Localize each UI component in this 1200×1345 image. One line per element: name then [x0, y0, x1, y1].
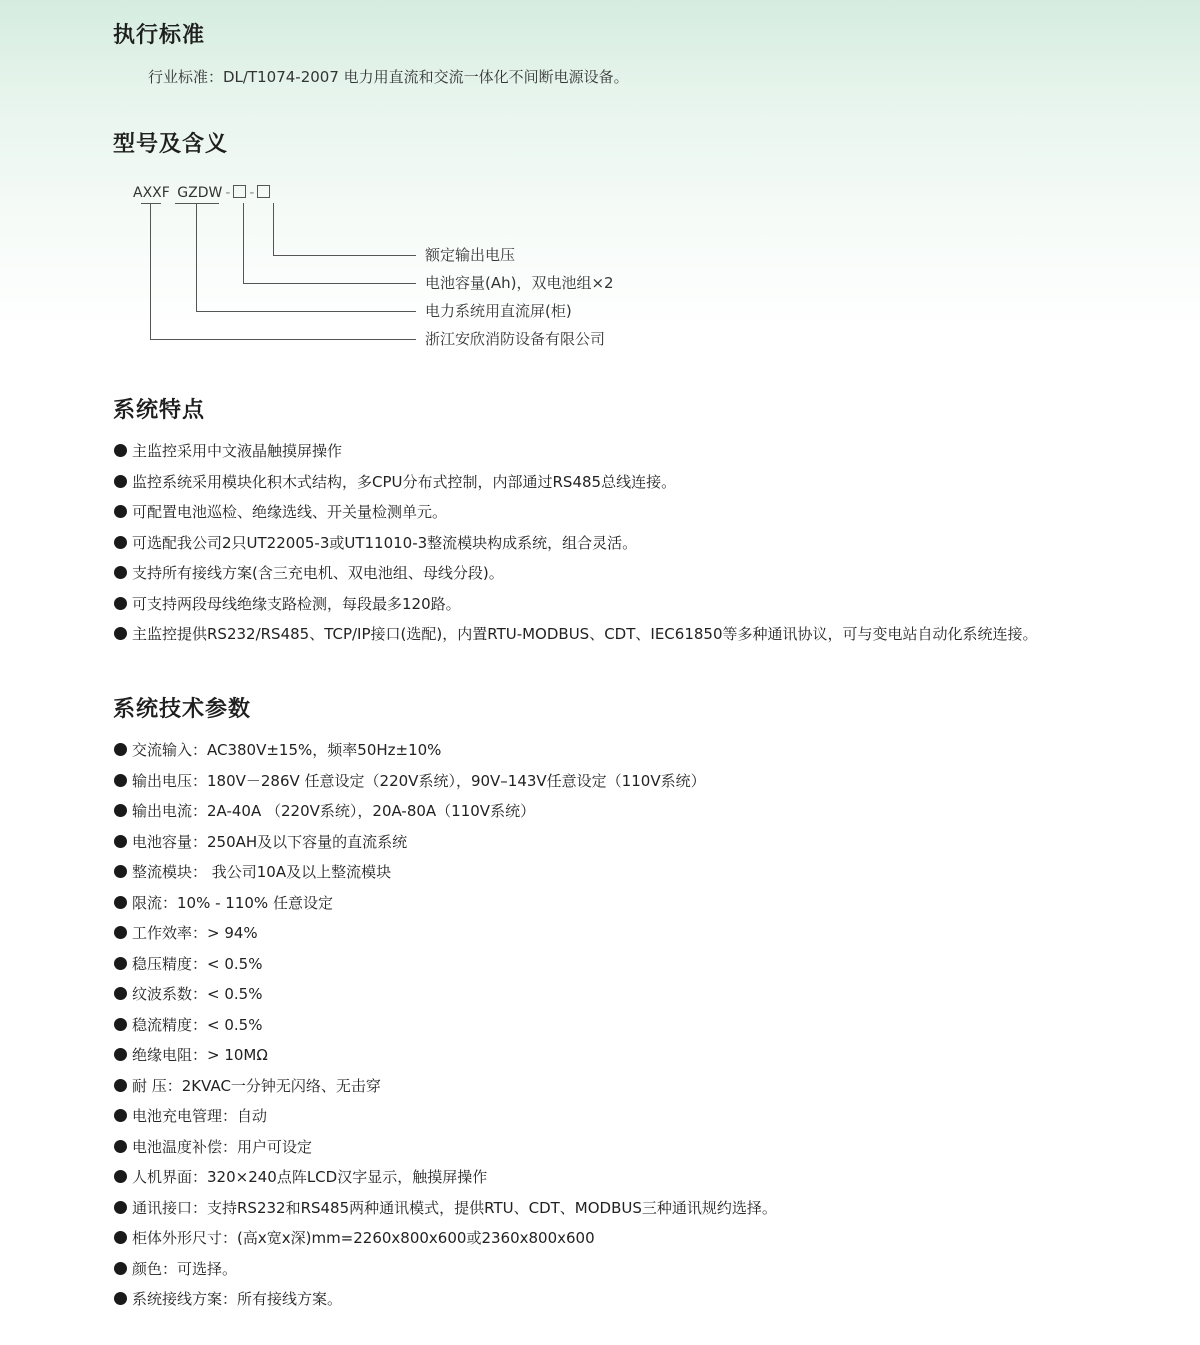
model-label-capacity: 电池容量(Ah)，双电池组×2 — [425, 274, 614, 292]
feature-item: 主监控提供RS232/RS485、TCP/IP接口(选配)，内置RTU-MODBUS、CDT、IEC61850等多种通讯协议，可与变电站自动化系统连接。 — [113, 619, 1038, 650]
param-item: 纹波系数：< 0.5% — [113, 979, 777, 1010]
connector-line — [273, 255, 416, 256]
param-item: 电池容量：250AH及以下容量的直流系统 — [113, 827, 777, 858]
standard-text: 行业标准：DL/T1074-2007 电力用直流和交流一体化不间断电源设备。 — [148, 68, 629, 86]
standard-section-title: 执行标准 — [113, 23, 206, 48]
feature-item: 可选配我公司2只UT22005-3或UT11010-3整流模块构成系统，组合灵活。 — [113, 528, 1038, 559]
param-item: 稳流精度：< 0.5% — [113, 1010, 777, 1041]
param-item: 电池温度补偿：用户可设定 — [113, 1132, 777, 1163]
model-prefix-type: GZDW — [177, 185, 223, 201]
model-underline-type — [175, 203, 219, 204]
connector-line — [196, 311, 416, 312]
params-section-title: 系统技术参数 — [113, 697, 252, 722]
param-item: 输出电压：180V－286V 任意设定（220V系统），90V–143V任意设定（110V系统） — [113, 766, 777, 797]
param-item: 人机界面：320×240点阵LCD汉字显示，触摸屏操作 — [113, 1162, 777, 1193]
param-item: 交流输入：AC380V±15%，频率50Hz±10% — [113, 735, 777, 766]
feature-item: 可支持两段母线绝缘支路检测，每段最多120路。 — [113, 589, 1038, 620]
features-list — [113, 436, 1038, 650]
model-dash: - — [249, 185, 255, 201]
model-dash: - — [225, 185, 231, 201]
model-label-voltage: 额定输出电压 — [425, 246, 516, 264]
param-item: 柜体外形尺寸：(高x宽x深)mm=2260x800x600或2360x800x600 — [113, 1223, 777, 1254]
model-underline-company — [141, 203, 161, 204]
param-item: 系统接线方案：所有接线方案。 — [113, 1284, 777, 1315]
model-voltage-box — [257, 185, 270, 198]
connector-line — [196, 203, 197, 311]
params-list — [113, 735, 777, 1315]
feature-item: 可配置电池巡检、绝缘选线、开关量检测单元。 — [113, 497, 1038, 528]
param-item: 通讯接口：支持RS232和RS485两种通讯模式，提供RTU、CDT、MODBUS三种通讯规约选择。 — [113, 1193, 777, 1224]
param-item: 颜色：可选择。 — [113, 1254, 777, 1285]
connector-line — [243, 203, 244, 283]
feature-item: 主监控采用中文液晶触摸屏操作 — [113, 436, 1038, 467]
features-section-title: 系统特点 — [113, 398, 206, 423]
feature-item: 监控系统采用模块化积木式结构，多CPU分布式控制，内部通过RS485总线连接。 — [113, 467, 1038, 498]
param-item: 稳压精度：< 0.5% — [113, 949, 777, 980]
param-item: 整流模块： 我公司10A及以上整流模块 — [113, 857, 777, 888]
param-item: 电池充电管理：自动 — [113, 1101, 777, 1132]
param-item: 耐 压：2KVAC一分钟无闪络、无击穿 — [113, 1071, 777, 1102]
feature-item: 支持所有接线方案(含三充电机、双电池组、母线分段)。 — [113, 558, 1038, 589]
model-section-title: 型号及含义 — [113, 132, 229, 157]
param-item: 工作效率：> 94% — [113, 918, 777, 949]
param-item: 输出电流：2A-40A （220V系统），20A-80A（110V系统） — [113, 796, 777, 827]
connector-line — [273, 203, 274, 255]
model-prefix-company: AXXF — [133, 185, 170, 201]
connector-line — [243, 283, 416, 284]
model-capacity-box — [233, 185, 246, 198]
param-item: 绝缘电阻：> 10MΩ — [113, 1040, 777, 1071]
connector-line — [150, 339, 416, 340]
model-label-type: 电力系统用直流屏(柜) — [425, 302, 572, 320]
param-item: 限流：10% - 110% 任意设定 — [113, 888, 777, 919]
model-label-company: 浙江安欣消防设备有限公司 — [425, 330, 606, 348]
connector-line — [150, 203, 151, 339]
model-code — [133, 184, 270, 202]
